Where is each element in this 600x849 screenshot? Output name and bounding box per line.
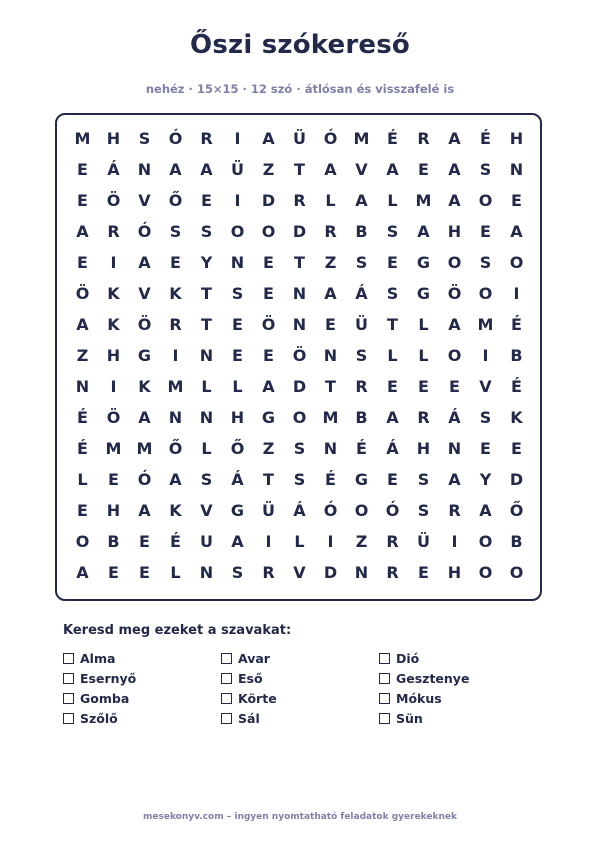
word-list-heading: Keresd meg ezeket a szavakat: bbox=[63, 623, 292, 638]
word-checkbox[interactable] bbox=[63, 693, 74, 704]
grid-letter: L bbox=[201, 439, 212, 458]
word-list bbox=[63, 648, 537, 728]
grid-letter: O bbox=[447, 253, 462, 272]
grid-letter: Z bbox=[324, 253, 337, 272]
grid-letter: É bbox=[387, 129, 398, 148]
grid-letter: M bbox=[74, 129, 91, 148]
word-checkbox[interactable] bbox=[221, 693, 232, 704]
grid-letter: N bbox=[75, 377, 90, 396]
grid-letter: L bbox=[170, 563, 181, 582]
grid-letter: H bbox=[447, 222, 462, 241]
grid-letter: M bbox=[322, 408, 339, 427]
grid-letter: O bbox=[478, 284, 493, 303]
grid-letter: A bbox=[417, 222, 430, 241]
grid-letter: D bbox=[261, 191, 276, 210]
grid-letter: Ö bbox=[106, 408, 121, 427]
grid-letter: T bbox=[201, 284, 212, 303]
grid-letter: E bbox=[108, 563, 119, 582]
grid-letter: Ö bbox=[106, 191, 121, 210]
grid-letter: E bbox=[511, 439, 522, 458]
grid-letter: S bbox=[169, 222, 182, 241]
grid-letter: S bbox=[479, 253, 492, 272]
grid-letter: Ü bbox=[293, 129, 306, 148]
grid-letter: A bbox=[479, 501, 492, 520]
grid-letter: Ü bbox=[262, 501, 275, 520]
grid-letter: R bbox=[417, 129, 430, 148]
grid-letter: V bbox=[479, 377, 492, 396]
grid-letter: R bbox=[169, 315, 182, 334]
word-label: Sál bbox=[238, 710, 260, 726]
grid-letter: A bbox=[262, 377, 275, 396]
grid-letter: Á bbox=[386, 439, 399, 458]
word-label: Alma bbox=[80, 650, 116, 666]
grid-letter: Ó bbox=[137, 222, 152, 241]
grid-letter: É bbox=[511, 315, 522, 334]
grid-letter: B bbox=[355, 408, 368, 427]
grid-letter: E bbox=[418, 563, 429, 582]
grid-letter: Y bbox=[200, 253, 213, 272]
grid-letter: A bbox=[76, 222, 89, 241]
word-checkbox[interactable] bbox=[221, 673, 232, 684]
grid-letter: E bbox=[139, 563, 150, 582]
grid-letter: E bbox=[325, 315, 336, 334]
word-checkbox[interactable] bbox=[379, 653, 390, 664]
grid-letter: L bbox=[418, 315, 429, 334]
grid-letter: D bbox=[292, 377, 307, 396]
grid-letter: T bbox=[294, 253, 305, 272]
grid-letter: K bbox=[107, 284, 120, 303]
grid-letter: N bbox=[323, 346, 338, 365]
grid-letter: E bbox=[77, 253, 88, 272]
grid-letter: H bbox=[230, 408, 245, 427]
grid-letter: Á bbox=[107, 160, 120, 179]
grid-letter: O bbox=[509, 563, 524, 582]
grid-letter: Ö bbox=[292, 346, 307, 365]
grid-letter: S bbox=[386, 222, 399, 241]
grid-letter: L bbox=[418, 346, 429, 365]
grid-letter: K bbox=[138, 377, 151, 396]
grid-letter: Ü bbox=[231, 160, 244, 179]
grid-letter: A bbox=[169, 470, 182, 489]
grid-letter: L bbox=[201, 377, 212, 396]
grid-letter: I bbox=[513, 284, 520, 303]
grid-letter: A bbox=[355, 191, 368, 210]
grid-letter: L bbox=[232, 377, 243, 396]
grid-letter: E bbox=[418, 160, 429, 179]
word-item bbox=[221, 708, 379, 728]
grid-letter: É bbox=[77, 439, 88, 458]
word-checkbox[interactable] bbox=[221, 713, 232, 724]
grid-letter: I bbox=[265, 532, 272, 551]
grid-letter: E bbox=[263, 346, 274, 365]
word-checkbox[interactable] bbox=[63, 713, 74, 724]
grid-letter: A bbox=[448, 160, 461, 179]
grid-letter: R bbox=[324, 222, 337, 241]
grid-letter: H bbox=[106, 129, 121, 148]
grid-letter: Z bbox=[262, 160, 275, 179]
grid-letter: N bbox=[230, 253, 245, 272]
grid-letter: S bbox=[231, 284, 244, 303]
word-item bbox=[221, 648, 379, 668]
word-checkbox[interactable] bbox=[379, 693, 390, 704]
grid-letter: Ö bbox=[75, 284, 90, 303]
grid-letter: É bbox=[170, 532, 181, 551]
grid-letter: T bbox=[387, 315, 398, 334]
grid-letter: Ő bbox=[168, 439, 183, 458]
grid-letter: G bbox=[137, 346, 152, 365]
grid-letter: K bbox=[169, 284, 182, 303]
grid-letter: Z bbox=[76, 346, 89, 365]
grid-letter: A bbox=[138, 501, 151, 520]
grid-letter: A bbox=[76, 315, 89, 334]
grid-letter: O bbox=[478, 532, 493, 551]
word-item bbox=[221, 668, 379, 688]
grid-letter: A bbox=[138, 408, 151, 427]
grid-letter: T bbox=[201, 315, 212, 334]
grid-letter: A bbox=[169, 160, 182, 179]
word-checkbox[interactable] bbox=[221, 653, 232, 664]
grid-letter: T bbox=[294, 160, 305, 179]
grid-letter: Ö bbox=[447, 284, 462, 303]
grid-letter: E bbox=[108, 470, 119, 489]
grid-letter: Z bbox=[262, 439, 275, 458]
grid-letter: A bbox=[138, 253, 151, 272]
word-label: Esernyő bbox=[80, 670, 137, 686]
grid-letter: Y bbox=[479, 470, 492, 489]
grid-letter: E bbox=[480, 439, 491, 458]
word-item bbox=[221, 688, 379, 708]
grid-letter: Ö bbox=[137, 315, 152, 334]
grid-letter: D bbox=[292, 222, 307, 241]
grid-letter: R bbox=[386, 563, 399, 582]
grid-letter: S bbox=[138, 129, 151, 148]
grid-letter: Ü bbox=[355, 315, 368, 334]
grid-letter: L bbox=[325, 191, 336, 210]
grid-letter: D bbox=[323, 563, 338, 582]
grid-letter: Ő bbox=[230, 439, 245, 458]
grid-letter: M bbox=[167, 377, 184, 396]
grid-letter: R bbox=[200, 129, 213, 148]
grid-letter: I bbox=[327, 532, 334, 551]
grid-letter: Ü bbox=[417, 532, 430, 551]
grid-letter: O bbox=[447, 346, 462, 365]
word-item bbox=[63, 668, 221, 688]
grid-letter: A bbox=[76, 563, 89, 582]
word-item bbox=[379, 688, 537, 708]
grid-letter: A bbox=[510, 222, 523, 241]
word-item bbox=[379, 648, 537, 668]
grid-letter: K bbox=[510, 408, 523, 427]
grid-letter: É bbox=[480, 129, 491, 148]
word-item bbox=[379, 668, 537, 688]
grid-letter: N bbox=[323, 439, 338, 458]
grid-letter: S bbox=[200, 222, 213, 241]
grid-letter: B bbox=[107, 532, 120, 551]
word-label: Szőlő bbox=[80, 710, 118, 726]
word-label: Dió bbox=[396, 650, 420, 666]
grid-letter: Ő bbox=[168, 191, 183, 210]
word-checkbox[interactable] bbox=[379, 673, 390, 684]
grid-letter: E bbox=[480, 222, 491, 241]
grid-letter: R bbox=[262, 563, 275, 582]
grid-letter: K bbox=[107, 315, 120, 334]
word-item bbox=[63, 648, 221, 668]
grid-letter: M bbox=[353, 129, 370, 148]
grid-letter: V bbox=[200, 501, 213, 520]
grid-letter: I bbox=[482, 346, 489, 365]
grid-letter: A bbox=[448, 315, 461, 334]
word-checkbox[interactable] bbox=[63, 673, 74, 684]
word-item bbox=[63, 708, 221, 728]
grid-letter: M bbox=[415, 191, 432, 210]
grid-letter: S bbox=[355, 253, 368, 272]
grid-letter: M bbox=[105, 439, 122, 458]
grid-letter: A bbox=[200, 160, 213, 179]
footer-text: mesekonyv.com – ingyen nyomtatható feladatok gyerekeknek bbox=[143, 812, 457, 822]
word-label: Gesztenye bbox=[396, 670, 470, 686]
grid-letter: E bbox=[387, 470, 398, 489]
grid-letter: O bbox=[478, 191, 493, 210]
grid-letter: G bbox=[416, 253, 431, 272]
grid-letter: O bbox=[478, 563, 493, 582]
grid-letter: E bbox=[449, 377, 460, 396]
grid-letter: E bbox=[139, 532, 150, 551]
grid-letter: Ó bbox=[323, 501, 338, 520]
grid-letter: N bbox=[168, 408, 183, 427]
word-label: Mókus bbox=[396, 690, 442, 706]
grid-letter: Ö bbox=[261, 315, 276, 334]
puzzle-subtitle: nehéz · 15×15 · 12 szó · átlósan és visszafelé is bbox=[145, 82, 455, 96]
grid-letter: E bbox=[387, 377, 398, 396]
word-label: Avar bbox=[238, 650, 270, 666]
grid-letter: R bbox=[417, 408, 430, 427]
grid-letter: G bbox=[416, 284, 431, 303]
grid-letter: I bbox=[172, 346, 179, 365]
grid-letter: T bbox=[263, 470, 274, 489]
grid-letter: N bbox=[137, 160, 152, 179]
grid-letter: E bbox=[232, 346, 243, 365]
word-label: Sün bbox=[396, 710, 423, 726]
grid-letter: O bbox=[230, 222, 245, 241]
grid-letter: B bbox=[355, 222, 368, 241]
grid-letter: I bbox=[110, 377, 117, 396]
grid-letter: H bbox=[509, 129, 524, 148]
grid-letter: E bbox=[232, 315, 243, 334]
grid-letter: S bbox=[479, 408, 492, 427]
grid-letter: Á bbox=[231, 470, 244, 489]
grid-letter: Ó bbox=[323, 129, 338, 148]
grid-letter: B bbox=[510, 346, 523, 365]
grid-letter: G bbox=[230, 501, 245, 520]
grid-letter: R bbox=[107, 222, 120, 241]
grid-letter: E bbox=[418, 377, 429, 396]
grid-letter: O bbox=[292, 408, 307, 427]
grid-letter: V bbox=[138, 191, 151, 210]
grid-letter: E bbox=[263, 253, 274, 272]
grid-letter: A bbox=[324, 284, 337, 303]
grid-letter: E bbox=[263, 284, 274, 303]
page-title: Őszi szókereső bbox=[190, 30, 410, 60]
grid-letter: H bbox=[106, 346, 121, 365]
grid-letter: S bbox=[355, 346, 368, 365]
grid-letter: I bbox=[110, 253, 117, 272]
grid-letter: S bbox=[417, 501, 430, 520]
grid-letter: R bbox=[386, 532, 399, 551]
grid-letter: V bbox=[138, 284, 151, 303]
grid-letter: É bbox=[356, 439, 367, 458]
grid-letter: H bbox=[416, 439, 431, 458]
grid-letter: A bbox=[324, 160, 337, 179]
grid-letter: D bbox=[509, 470, 524, 489]
grid-letter: S bbox=[231, 563, 244, 582]
word-label: Gomba bbox=[80, 690, 130, 706]
grid-letter: N bbox=[199, 346, 214, 365]
grid-letter: L bbox=[387, 346, 398, 365]
grid-letter: É bbox=[511, 377, 522, 396]
word-search-grid bbox=[67, 123, 532, 588]
grid-letter: E bbox=[77, 501, 88, 520]
grid-letter: Ó bbox=[168, 129, 183, 148]
grid-letter: N bbox=[509, 160, 524, 179]
grid-letter: A bbox=[448, 129, 461, 148]
grid-letter: É bbox=[77, 408, 88, 427]
grid-letter: Ó bbox=[385, 501, 400, 520]
grid-letter: I bbox=[234, 191, 241, 210]
word-label: Körte bbox=[238, 690, 277, 706]
grid-letter: Ó bbox=[137, 470, 152, 489]
grid-letter: E bbox=[77, 191, 88, 210]
grid-letter: B bbox=[510, 532, 523, 551]
grid-letter: N bbox=[199, 563, 214, 582]
grid-letter: A bbox=[262, 129, 275, 148]
grid-letter: H bbox=[447, 563, 462, 582]
grid-letter: S bbox=[293, 470, 306, 489]
grid-letter: S bbox=[417, 470, 430, 489]
grid-letter: Z bbox=[355, 532, 368, 551]
grid-letter: O bbox=[75, 532, 90, 551]
grid-letter: N bbox=[354, 563, 369, 582]
word-checkbox[interactable] bbox=[63, 653, 74, 664]
word-item bbox=[63, 688, 221, 708]
grid-letter: R bbox=[293, 191, 306, 210]
grid-letter: A bbox=[386, 160, 399, 179]
grid-letter: Á bbox=[448, 408, 461, 427]
grid-letter: L bbox=[294, 532, 305, 551]
grid-letter: V bbox=[355, 160, 368, 179]
grid-letter: O bbox=[261, 222, 276, 241]
grid-letter: M bbox=[136, 439, 153, 458]
grid-letter: H bbox=[106, 501, 121, 520]
grid-letter: R bbox=[448, 501, 461, 520]
grid-letter: R bbox=[355, 377, 368, 396]
grid-letter: A bbox=[386, 408, 399, 427]
grid-letter: M bbox=[477, 315, 494, 334]
grid-letter: N bbox=[447, 439, 462, 458]
grid-letter: S bbox=[293, 439, 306, 458]
grid-letter: Ő bbox=[509, 501, 524, 520]
grid-letter: É bbox=[325, 470, 336, 489]
grid-letter: A bbox=[448, 470, 461, 489]
word-checkbox[interactable] bbox=[379, 713, 390, 724]
grid-letter: T bbox=[325, 377, 336, 396]
grid-letter: G bbox=[261, 408, 276, 427]
grid-letter: E bbox=[170, 253, 181, 272]
grid-letter: N bbox=[292, 315, 307, 334]
grid-letter: E bbox=[511, 191, 522, 210]
grid-letter: I bbox=[451, 532, 458, 551]
word-label: Eső bbox=[238, 670, 263, 686]
grid-letter: O bbox=[509, 253, 524, 272]
grid-letter: S bbox=[386, 284, 399, 303]
grid-letter: N bbox=[199, 408, 214, 427]
grid-letter: A bbox=[231, 532, 244, 551]
grid-letter: K bbox=[169, 501, 182, 520]
grid-letter: S bbox=[479, 160, 492, 179]
grid-letter: N bbox=[292, 284, 307, 303]
grid-letter: E bbox=[77, 160, 88, 179]
grid-letter: V bbox=[293, 563, 306, 582]
grid-letter: E bbox=[387, 253, 398, 272]
grid-letter: U bbox=[200, 532, 213, 551]
grid-letter: A bbox=[448, 191, 461, 210]
grid-letter: S bbox=[200, 470, 213, 489]
grid-letter: L bbox=[77, 470, 88, 489]
word-search-grid-frame bbox=[55, 113, 542, 601]
grid-letter: L bbox=[387, 191, 398, 210]
grid-letter: I bbox=[234, 129, 241, 148]
grid-letter: Á bbox=[355, 284, 368, 303]
word-item bbox=[379, 708, 537, 728]
grid-letter: Á bbox=[293, 501, 306, 520]
grid-letter: G bbox=[354, 470, 369, 489]
grid-letter: E bbox=[201, 191, 212, 210]
grid-letter: O bbox=[354, 501, 369, 520]
